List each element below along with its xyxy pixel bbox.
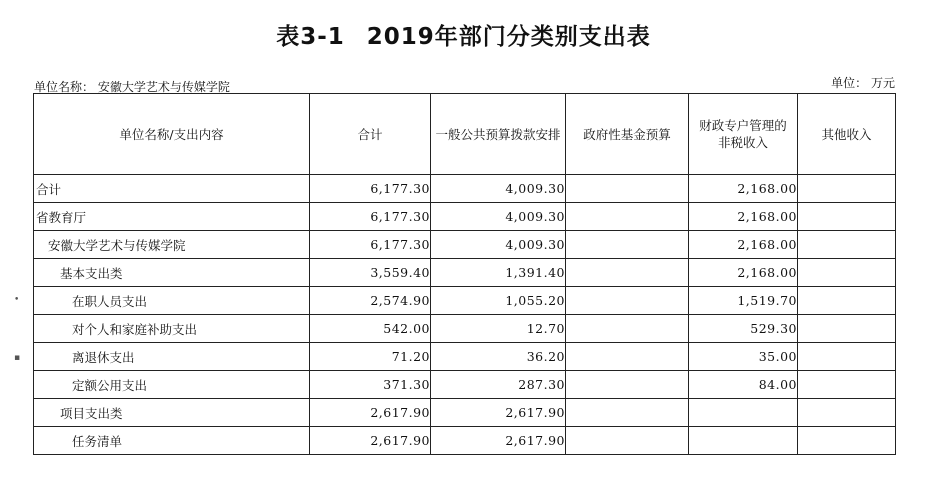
cell-nontax-income: 529.30 — [689, 315, 798, 343]
cell-total: 3,559.40 — [310, 259, 431, 287]
margin-mark: • — [14, 295, 20, 305]
cell-other-income — [798, 175, 896, 203]
cell-name: 离退休支出 — [34, 343, 310, 371]
cell-total: 542.00 — [310, 315, 431, 343]
cell-general-budget: 4,009.30 — [431, 175, 566, 203]
unit-label: 单位： 万元 — [831, 76, 895, 90]
header-other-income: 其他收入 — [798, 94, 896, 175]
margin-mark: ▪ — [14, 353, 21, 363]
cell-general-budget: 4,009.30 — [431, 231, 566, 259]
table-row — [34, 315, 896, 343]
cell-nontax-income: 2,168.00 — [689, 231, 798, 259]
cell-total: 371.30 — [310, 371, 431, 399]
cell-other-income — [798, 231, 896, 259]
header-general-budget: 一般公共预算拨款安排 — [431, 94, 566, 175]
cell-total: 2,574.90 — [310, 287, 431, 315]
cell-name: 省教育厅 — [34, 203, 310, 231]
header-nontax-income — [689, 94, 798, 175]
cell-total: 71.20 — [310, 343, 431, 371]
cell-nontax-income — [689, 399, 798, 427]
cell-other-income — [798, 203, 896, 231]
cell-name: 安徽大学艺术与传媒学院 — [34, 231, 310, 259]
cell-nontax-income: 1,519.70 — [689, 287, 798, 315]
cell-nontax-income — [689, 427, 798, 455]
cell-fund-budget — [566, 287, 689, 315]
cell-fund-budget — [566, 203, 689, 231]
cell-name: 定额公用支出 — [34, 371, 310, 399]
cell-fund-budget — [566, 315, 689, 343]
cell-total: 6,177.30 — [310, 203, 431, 231]
cell-fund-budget — [566, 427, 689, 455]
cell-general-budget: 36.20 — [431, 343, 566, 371]
cell-name: 在职人员支出 — [34, 287, 310, 315]
cell-other-income — [798, 371, 896, 399]
table-row — [34, 231, 896, 259]
table-row — [34, 175, 896, 203]
table-row — [34, 203, 896, 231]
table-row — [34, 427, 896, 455]
table-title-text: 2019年部门分类别支出表 — [366, 24, 651, 50]
cell-general-budget: 1,391.40 — [431, 259, 566, 287]
cell-name: 任务清单 — [34, 427, 310, 455]
table-row — [34, 259, 896, 287]
cell-fund-budget — [566, 175, 689, 203]
table-code: 表3-1 — [276, 24, 345, 50]
cell-fund-budget — [566, 399, 689, 427]
cell-fund-budget — [566, 231, 689, 259]
table-row — [34, 371, 896, 399]
cell-total: 2,617.90 — [310, 399, 431, 427]
cell-general-budget: 287.30 — [431, 371, 566, 399]
cell-other-income — [798, 315, 896, 343]
table-row — [34, 287, 896, 315]
cell-other-income — [798, 427, 896, 455]
cell-name: 对个人和家庭补助支出 — [34, 315, 310, 343]
header-unit-name: 单位名称/支出内容 — [34, 94, 310, 175]
cell-fund-budget — [566, 371, 689, 399]
page-title — [0, 18, 927, 51]
unit-name-label: 单位名称： 安徽大学艺术与传媒学院 — [34, 80, 230, 94]
cell-general-budget: 2,617.90 — [431, 427, 566, 455]
cell-name: 项目支出类 — [34, 399, 310, 427]
cell-total: 2,617.90 — [310, 427, 431, 455]
cell-general-budget: 2,617.90 — [431, 399, 566, 427]
cell-other-income — [798, 259, 896, 287]
cell-total: 6,177.30 — [310, 175, 431, 203]
header-nontax-income-text: 财政专户管理的 非税收入 — [699, 118, 787, 150]
table-row — [34, 343, 896, 371]
cell-general-budget: 4,009.30 — [431, 203, 566, 231]
header-total: 合计 — [310, 94, 431, 175]
cell-general-budget: 1,055.20 — [431, 287, 566, 315]
cell-general-budget: 12.70 — [431, 315, 566, 343]
header-fund-budget: 政府性基金预算 — [566, 94, 689, 175]
cell-fund-budget — [566, 343, 689, 371]
cell-nontax-income: 2,168.00 — [689, 203, 798, 231]
cell-other-income — [798, 287, 896, 315]
cell-nontax-income: 2,168.00 — [689, 259, 798, 287]
cell-other-income — [798, 343, 896, 371]
cell-nontax-income: 2,168.00 — [689, 175, 798, 203]
cell-total: 6,177.30 — [310, 231, 431, 259]
cell-nontax-income: 84.00 — [689, 371, 798, 399]
cell-name: 合计 — [34, 175, 310, 203]
cell-nontax-income: 35.00 — [689, 343, 798, 371]
expenditure-table — [33, 93, 896, 455]
cell-fund-budget — [566, 259, 689, 287]
cell-other-income — [798, 399, 896, 427]
cell-name: 基本支出类 — [34, 259, 310, 287]
table-row — [34, 399, 896, 427]
